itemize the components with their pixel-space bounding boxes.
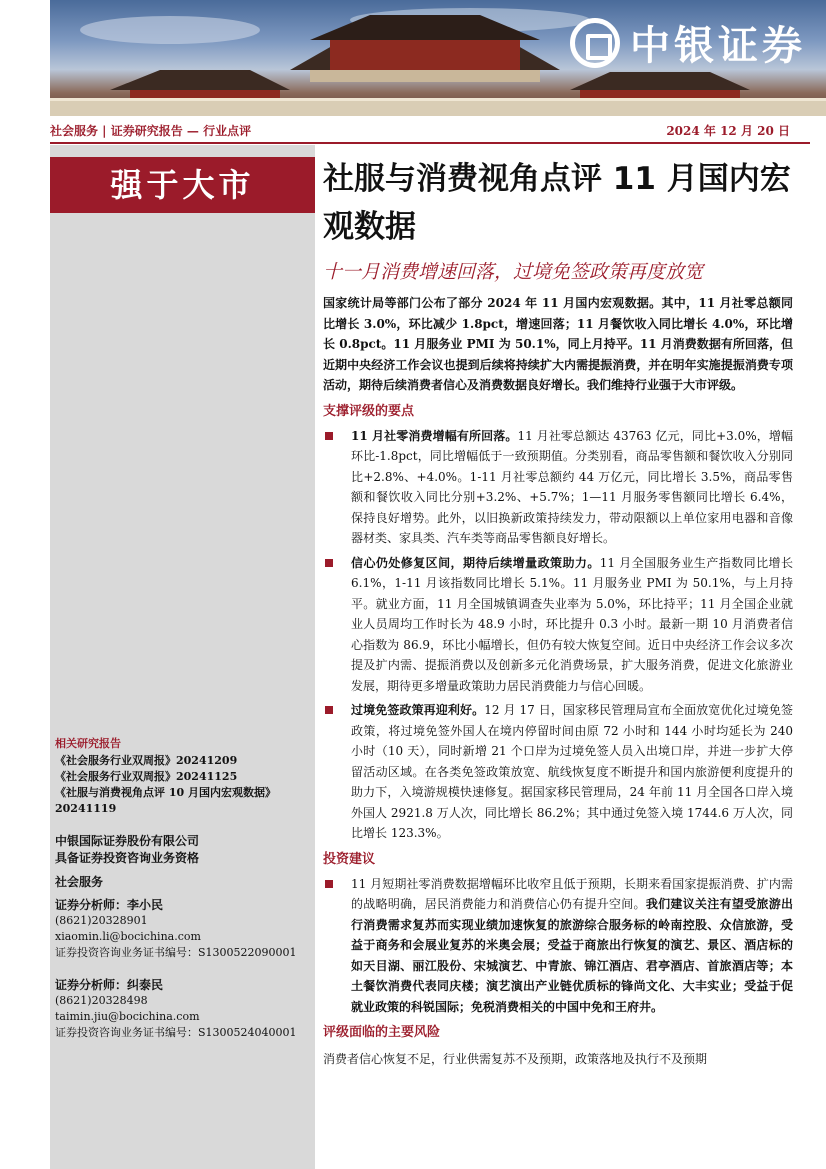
analyst-name: 证券分析师：纠泰民 [55,978,164,992]
analyst-license: 证券投资咨询业务证书编号：S1300524040001 [55,1026,297,1039]
report-category: 社会服务 | 证券研究报告 — 行业点评 [50,124,252,138]
analyst-phone: (8621)20328901 [55,914,148,927]
analyst-email[interactable]: taimin.jiu@bocichina.com [55,1010,200,1023]
support-point [323,553,793,697]
bullet-square-icon [325,432,333,440]
company-logo [570,14,806,71]
related-reports [55,735,310,817]
header-banner [50,0,826,116]
bullet-square-icon [325,706,333,714]
advice-recommendations: 我们建议关注有望受旅游出行消费需求复苏而实现业绩加速恢复的旅游综合服务标的岭南控股、众信旅游，受益于商务和会展业复苏的米奥会展；受益于商旅出行恢复的演艺、景区、酒店标的如天目湖、丽江股份、宋城演艺、中青旅、锦江酒店、君亭酒店、首旅酒店等；本土餐饮消费代表同庆楼；演艺演出产业链优质标的锋尚文化、大丰实业；受益于促就业政策的科锐国际；免税消费相关的中国中免和王府井。 [351,897,793,1014]
rating-badge: 强于大市 [50,157,315,213]
support-point-body: 12 月 17 日，国家移民管理局宣布全面放宽优化过境免签政策，将过境免签外国人在境内停留时间由原 72 小时和 144 小时均延长为 240 小时（10 天），同时新增 21 个口岸为过境免签人员入出境口岸，并进一步扩大停留活动区域。在各类免签政策放宽、航线恢复度不断提升和国内旅游便利度提升的助力下，入境游规模快速修复。据国家移民管理局，24 年前 11 月全国各口岸入境外国人 2921.8 万人次，同比增长 86.2%；其中通过免签入境 1744.6 万人次，同比增长 123.3%。 [351,703,793,840]
investment-advice [323,874,793,1018]
analyst-phone: (8621)20328498 [55,994,148,1007]
boc-logo-icon [570,18,620,68]
report-subtitle: 十一月消费增速回落，过境免签政策再度放宽 [323,261,704,283]
related-item[interactable]: 《社服与消费视角点评 10 月国内宏观数据》20241119 [55,786,276,815]
support-point [323,700,793,844]
main-content [323,155,793,1069]
support-point-body: 11 月社零总额达 43763 亿元，同比+3.0%，增幅环比-1.8pct，同比增幅低于一致预期值。分类别看，商品零售额和餐饮收入分别同比+2.8%、+4.0%。1-11 月社零总额约 44 万亿元，同比增长 3.5%，商品零售额和餐饮收入同比分别+3.2%、+5.7%；1—11 月服务零售额同比增长 6.4%，保持良好增势。此外，以旧换新政策持续发力，带动限额以上单位家用电器和音像器材类、家具类、汽车类等商品零售额良好增长。 [351,428,793,545]
report-summary: 国家统计局等部门公布了部分 2024 年 11 月国内宏观数据。其中，11 月社零总额同比增长 3.0%，环比减少 1.8pct，增速回落；11 月餐饮收入同比增长 4.0%，环比增长 0.8pct。11 月服务业 PMI 为 50.1%，同上月持平。11 月消费数据有所回落，但近期中央经济工作会议也提到后续将持续扩大内需提振消费，并在明年实施提振消费专项活动，期待后续消费者信心及消费数据良好增长。我们维持行业强于大市评级。 [323,296,793,392]
support-point-head: 11 月社零消费增幅有所回落。 [351,428,518,443]
support-point-head: 信心仍处修复区间，期待后续增量政策助力。 [351,555,600,570]
risk-section-title: 评级面临的主要风险 [323,1025,441,1040]
related-item[interactable]: 《社会服务行业双周报》20241125 [55,770,238,783]
support-point [323,426,793,549]
advice-text: 11 月短期社零消费数据增幅环比收窄且低于预期，长期来看国家提振消费、扩内需的战略明确，居民消费能力和消费信心仍有提升空间。 [351,876,793,911]
risk-text: 消费者信心恢复不足，行业供需复苏不及预期，政策落地及执行不及预期 [323,1052,708,1066]
report-header [50,116,810,144]
company-qualification: 具备证券投资咨询业务资格 [55,851,200,865]
advice-section-title: 投资建议 [323,851,376,867]
analyst-card [55,977,310,1041]
related-title: 相关研究报告 [55,737,121,750]
support-point-body: 11 月全国服务业生产指数同比增长 6.1%，1-11 月该指数同比增长 5.1%。11 月服务业 PMI 为 50.1%，与上月持平。就业方面，11 月全国城镇调查失业率为 5.0%，环比持平；11 月全国企业就业人员周均工作时长为 48.9 小时，环比提升 0.3 小时。最新一期 10 月消费者信心指数为 86.9，环比小幅增长，但仍有较大恢复空间。近日中央经济工作会议多次提及扩内需、提振消费以及创新多元化消费场景，扩大服务消费，促进文化旅游业发展，期待更多增量政策助力居民消费能力与信心回暖。 [351,555,793,693]
analyst-license: 证券投资咨询业务证书编号：S1300522090001 [55,946,297,959]
company-info [55,833,199,867]
company-name: 中银国际证券股份有限公司 [55,834,200,848]
analyst-email[interactable]: xiaomin.li@bocichina.com [55,930,201,943]
sector-label: 社会服务 [55,875,104,889]
bullet-square-icon [325,880,333,888]
report-date: 2024 年 12 月 20 日 [666,124,790,138]
bullet-square-icon [325,559,333,567]
logo-text: 中银证券 [630,23,806,69]
support-section-title: 支撑评级的要点 [323,403,415,419]
sidebar [50,145,315,1169]
related-item[interactable]: 《社会服务行业双周报》20241209 [55,754,238,767]
support-point-head: 过境免签政策再迎利好。 [351,703,485,717]
analyst-card [55,897,310,961]
analyst-name: 证券分析师：李小民 [55,898,164,912]
report-title: 社服与消费视角点评 11 月国内宏观数据 [323,161,791,245]
